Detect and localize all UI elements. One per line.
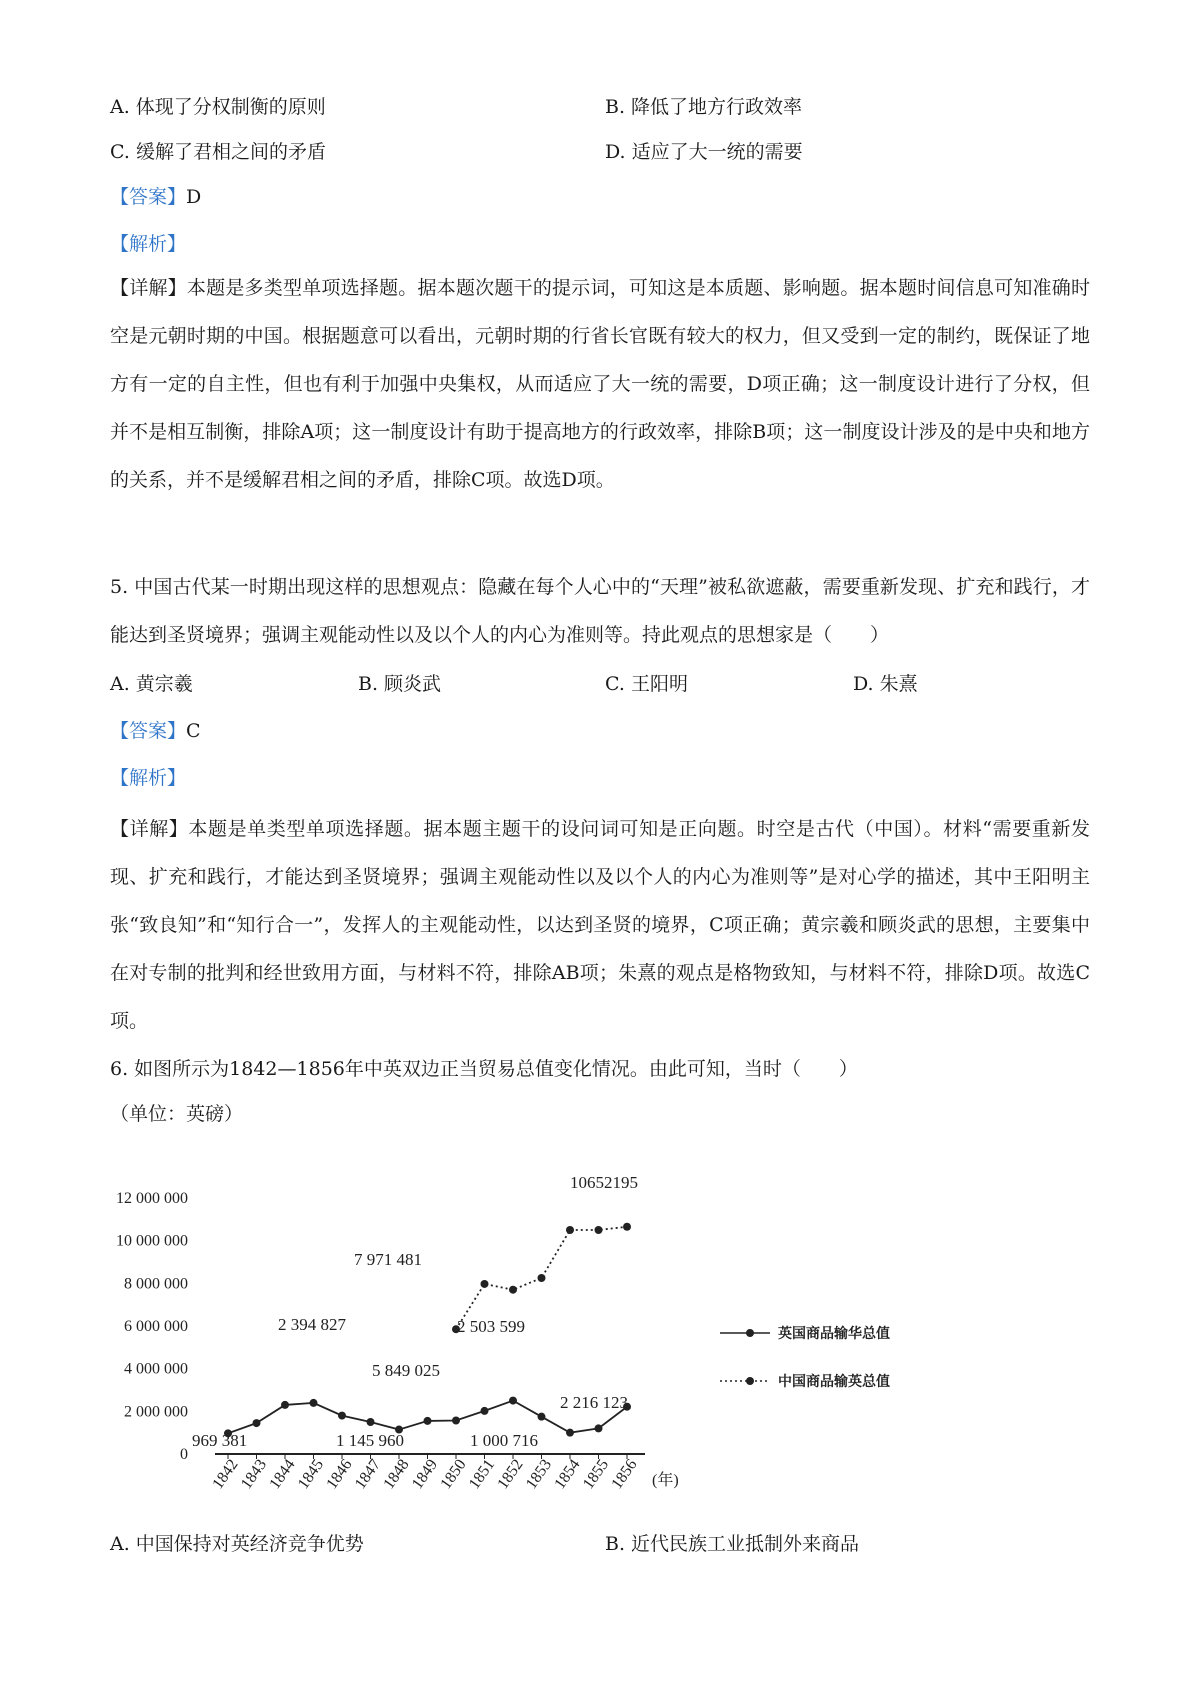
data-label: 1 000 716	[470, 1431, 538, 1450]
option-b: B. 降低了地方行政效率	[605, 96, 803, 118]
y-tick-label: 8 000 000	[124, 1275, 188, 1293]
data-label: 2 394 827	[278, 1315, 346, 1334]
q5-analysis-tag: 【解析】	[110, 767, 187, 789]
x-axis-unit: (年)	[652, 1472, 679, 1489]
x-tick-label: 1845	[294, 1456, 328, 1493]
y-tick-label: 12 000 000	[116, 1190, 188, 1207]
question-6-stem: 6. 如图所示为1842—1856年中英双边正当贸易总值变化情况。由此可知，当时（ ）	[110, 1058, 858, 1080]
data-point	[538, 1274, 546, 1282]
q6-option-a: A. 中国保持对英经济竞争优势	[110, 1533, 364, 1555]
unit-note: （单位：英磅）	[110, 1103, 244, 1125]
legend-uk-marker	[746, 1329, 754, 1337]
option-a: A. 体现了分权制衡的原则	[110, 96, 326, 118]
data-point	[338, 1412, 346, 1420]
answer-line	[110, 183, 201, 211]
data-point	[424, 1417, 432, 1425]
q5-option-a: A. 黄宗羲	[110, 673, 193, 695]
data-point	[481, 1280, 489, 1288]
data-label: 2 503 599	[457, 1317, 525, 1336]
analysis-tag: 【解析】	[110, 233, 187, 255]
data-point	[509, 1397, 517, 1405]
y-tick-label: 2 000 000	[124, 1403, 188, 1421]
y-axis-ticks	[116, 1190, 188, 1463]
data-point	[509, 1286, 517, 1294]
data-point	[253, 1419, 261, 1427]
data-label: 5 849 025	[372, 1361, 440, 1380]
detail-paragraph: 【详解】本题是多类型单项选择题。据本题次题干的提示词，可知这是本质题、影响题。据本题时间信息可知准确时空是元朝时期的中国。根据题意可以看出，元朝时期的行省长官既有较大的权力，但又受到一定的制约，既保证了地方有一定的自主性，但也有利于加强中央集权，从而适应了大一统的需要，D项正确；这一制度设计进行了分权，但并不是相互制衡，排除A项；这一制度设计有助于提高地方的行政效率，排除B项；这一制度设计涉及的是中央和地方的关系，并不是缓解君相之间的矛盾，排除C项。故选D项。	[110, 277, 1090, 491]
x-tick-label: 1843	[237, 1456, 271, 1493]
x-tick-label: 1855	[579, 1456, 613, 1493]
y-tick-label: 4 000 000	[124, 1360, 188, 1378]
x-tick-label: 1842	[209, 1456, 242, 1493]
option-d: D. 适应了大一统的需要	[605, 141, 803, 163]
y-tick-label: 6 000 000	[124, 1318, 188, 1335]
q6-option-b: B. 近代民族工业抵制外来商品	[605, 1533, 860, 1555]
legend	[720, 1325, 890, 1390]
x-tick-label: 1844	[266, 1456, 299, 1493]
x-tick-label: 1856	[608, 1456, 641, 1493]
data-point	[538, 1413, 546, 1421]
q5-answer-value: C	[186, 720, 201, 742]
legend-uk-label: 英国商品输华总值	[778, 1326, 890, 1342]
q5-answer-line	[110, 717, 201, 745]
data-point	[310, 1399, 318, 1407]
x-tick-label: 1852	[494, 1456, 527, 1493]
answer-tag: 【答案】	[110, 186, 187, 208]
data-point	[566, 1429, 574, 1437]
answer-value: D	[186, 186, 202, 208]
legend-cn-marker	[746, 1377, 754, 1385]
q5-answer-tag: 【答案】	[110, 720, 187, 742]
x-tick-label: 1848	[380, 1456, 413, 1493]
x-tick-label: 1847	[351, 1456, 385, 1493]
data-point	[367, 1418, 375, 1426]
data-point	[595, 1226, 603, 1234]
data-label: 1 145 960	[336, 1431, 404, 1450]
x-tick-label: 1846	[323, 1456, 356, 1493]
x-tick-label: 1854	[551, 1456, 584, 1493]
x-tick-label: 1851	[465, 1456, 499, 1493]
option-c: C. 缓解了君相之间的矛盾	[110, 141, 326, 163]
data-label: 7 971 481	[354, 1250, 422, 1269]
x-tick-label: 1850	[437, 1456, 470, 1493]
question-5-stem: 5. 中国古代某一时期出现这样的思想观点：隐藏在每个人心中的“天理”被私欲遮蔽，需要重新发现、扩充和践行，才能达到圣贤境界；强调主观能动性以及以个人的内心为准则等。持此观点的思想家是（ ）	[110, 576, 1090, 646]
data-label: 2 216 123	[560, 1393, 628, 1412]
q5-option-c: C. 王阳明	[605, 673, 688, 695]
x-axis-ticks	[209, 1454, 640, 1492]
x-tick-label: 1853	[522, 1456, 556, 1493]
y-tick-label: 0	[180, 1446, 188, 1463]
data-point	[595, 1424, 603, 1432]
data-point	[481, 1407, 489, 1415]
q5-option-b: B. 顾炎武	[358, 673, 442, 695]
q5-option-d: D. 朱熹	[853, 673, 918, 695]
data-label: 10652195	[570, 1173, 638, 1192]
data-label: 969 381	[192, 1431, 248, 1450]
q5-detail-paragraph: 【详解】本题是单类型单项选择题。据本题主题干的设问词可知是正向题。时空是古代（中国）。材料“需要重新发现、扩充和践行，才能达到圣贤境界；强调主观能动性以及以个人的内心为准则等”是对心学的描述，其中王阳明主张“致良知”和“知行合一”，发挥人的主观能动性，以达到圣贤的境界，C项正确；黄宗羲和顾炎武的思想，主要集中在对专制的批判和经世致用方面，与材料不符，排除AB项；朱熹的观点是格物致知，与材料不符，排除D项。故选C项。	[110, 818, 1090, 1032]
data-point	[566, 1226, 574, 1234]
data-point	[623, 1223, 631, 1231]
x-tick-label: 1849	[408, 1456, 442, 1493]
y-tick-label: 10 000 000	[116, 1232, 188, 1250]
legend-cn-label: 中国商品输英总值	[778, 1374, 890, 1390]
data-point	[281, 1401, 289, 1409]
trade-chart	[110, 1140, 950, 1520]
data-point	[452, 1417, 460, 1425]
data-labels	[192, 1173, 638, 1450]
